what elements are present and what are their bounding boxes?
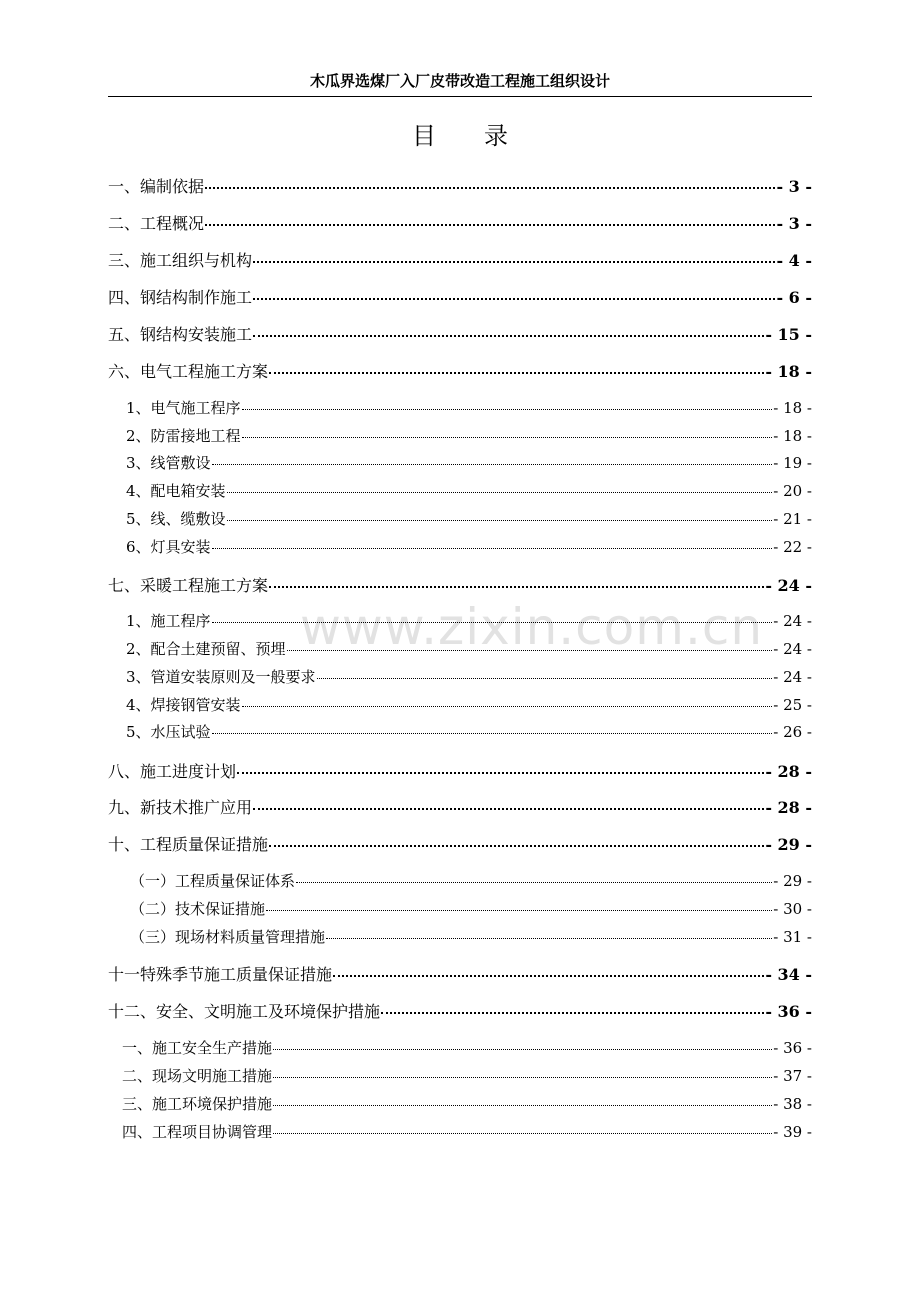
toc-leader — [269, 845, 764, 847]
toc-entry-label: 6、灯具安装 — [126, 538, 211, 556]
toc-leader — [333, 975, 764, 977]
toc-entry-label: 4、配电箱安装 — [126, 482, 226, 500]
toc-entry-label: 3、线管敷设 — [126, 454, 211, 472]
toc-entry-page: - 6 - — [776, 288, 812, 307]
toc-entry-label: （三）现场材料质量管理措施 — [130, 928, 326, 946]
toc-subentry[interactable] — [108, 666, 812, 688]
toc-entry[interactable] — [108, 322, 812, 346]
toc-subentry[interactable] — [108, 1065, 812, 1087]
toc-entry-page: - 28 - — [765, 798, 812, 817]
toc-entry-page: - 24 - — [773, 668, 812, 686]
toc-entry-label: 2、配合土建预留、预埋 — [126, 640, 286, 658]
toc-leader — [205, 187, 775, 189]
toc-entry-label: 4、焊接钢管安装 — [126, 696, 241, 714]
toc-subentry[interactable] — [108, 1037, 812, 1059]
toc-leader — [273, 1105, 772, 1106]
toc-leader — [242, 409, 773, 410]
toc-subentry[interactable] — [108, 508, 812, 530]
toc-entry[interactable] — [108, 759, 812, 783]
toc-entry[interactable] — [108, 999, 812, 1023]
toc-leader — [212, 622, 773, 623]
toc-subentry[interactable] — [108, 721, 812, 743]
toc-leader — [227, 520, 773, 521]
toc-entry-page: - 36 - — [773, 1039, 812, 1057]
toc-entry-label: 1、电气施工程序 — [126, 399, 241, 417]
toc-entry-page: - 31 - — [773, 928, 812, 946]
toc-entry-label: 十、工程质量保证措施 — [108, 835, 269, 854]
toc-leader — [269, 372, 764, 374]
toc-entry[interactable] — [108, 285, 812, 309]
toc-entry-label: 2、防雷接地工程 — [126, 427, 241, 445]
toc-entry-label: 九、新技术推广应用 — [108, 798, 253, 817]
toc-leader — [287, 650, 773, 651]
document-title: 木瓜界选煤厂入厂皮带改造工程施工组织设计 — [309, 72, 610, 90]
toc-entry-page: - 18 - — [773, 427, 812, 445]
toc-entry-label: 5、水压试验 — [126, 723, 211, 741]
toc-subentry[interactable] — [108, 452, 812, 474]
toc-entry-label: 八、施工进度计划 — [108, 762, 237, 781]
toc-subentry[interactable] — [108, 1121, 812, 1143]
toc-entry[interactable] — [108, 211, 812, 235]
toc-entry-page: - 28 - — [765, 762, 812, 781]
toc-entry-label: 十一特殊季节施工质量保证措施 — [108, 965, 333, 984]
toc-entry-page: - 37 - — [773, 1067, 812, 1085]
toc-entry-page: - 4 - — [776, 251, 812, 270]
toc-leader — [212, 733, 773, 734]
toc-leader — [237, 772, 764, 774]
toc-subentry[interactable] — [108, 694, 812, 716]
toc-leader — [253, 808, 764, 810]
toc-entry-page: - 3 - — [776, 177, 812, 196]
toc-subentry[interactable] — [108, 898, 812, 920]
toc-entry-page: - 25 - — [773, 696, 812, 714]
toc-entry-label: 一、编制依据 — [108, 177, 205, 196]
toc-entry-label: 七、采暖工程施工方案 — [108, 576, 269, 595]
toc-leader — [242, 706, 773, 707]
toc-subentry[interactable] — [108, 397, 812, 419]
toc-subentry[interactable] — [108, 610, 812, 632]
toc-leader — [381, 1012, 764, 1014]
toc-entry-label: （一）工程质量保证体系 — [130, 872, 296, 890]
toc-entry-page: - 3 - — [776, 214, 812, 233]
toc-entry-page: - 24 - — [773, 640, 812, 658]
toc-entry[interactable] — [108, 359, 812, 383]
toc-leader — [227, 492, 773, 493]
toc-leader — [273, 1133, 772, 1134]
toc-leader — [317, 678, 773, 679]
toc-entry-page: - 21 - — [773, 510, 812, 528]
toc-entry-label: 五、钢结构安装施工 — [108, 325, 253, 344]
toc-entry-page: - 24 - — [773, 612, 812, 630]
toc-entry-label: 三、施工环境保护措施 — [122, 1095, 273, 1113]
toc-leader — [212, 548, 773, 549]
toc-entry[interactable] — [108, 573, 812, 597]
toc-leader — [296, 882, 772, 883]
toc-entry-label: 二、现场文明施工措施 — [122, 1067, 273, 1085]
watermark: www.zixin.com.cn — [300, 598, 764, 656]
toc-entry-label: 六、电气工程施工方案 — [108, 362, 269, 381]
toc-subentry[interactable] — [108, 926, 812, 948]
toc-subentry[interactable] — [108, 536, 812, 558]
toc-leader — [326, 938, 772, 939]
toc-entry-page: - 34 - — [765, 965, 812, 984]
toc-entry-page: - 19 - — [773, 454, 812, 472]
toc-subentry[interactable] — [108, 480, 812, 502]
toc-entry[interactable] — [108, 832, 812, 856]
toc-entry-page: - 15 - — [765, 325, 812, 344]
toc-subentry[interactable] — [108, 1093, 812, 1115]
toc-leader — [242, 437, 773, 438]
toc-leader — [212, 464, 773, 465]
toc-entry-label: 十二、安全、文明施工及环境保护措施 — [108, 1002, 381, 1021]
toc-subentry[interactable] — [108, 870, 812, 892]
toc-entry-page: - 30 - — [773, 900, 812, 918]
toc-entry-page: - 18 - — [765, 362, 812, 381]
toc-leader — [269, 586, 764, 588]
toc-subentry[interactable] — [108, 425, 812, 447]
toc-subentry[interactable] — [108, 638, 812, 660]
toc-title: 目录 — [412, 122, 556, 150]
toc-entry-page: - 18 - — [773, 399, 812, 417]
toc-entry-label: 3、管道安装原则及一般要求 — [126, 668, 316, 686]
toc-entry-page: - 38 - — [773, 1095, 812, 1113]
toc-leader — [253, 298, 775, 300]
toc-entry-label: 二、工程概况 — [108, 214, 205, 233]
toc-entry-label: 5、线、缆敷设 — [126, 510, 226, 528]
toc-entry-label: （二）技术保证措施 — [130, 900, 266, 918]
toc-leader — [273, 1077, 772, 1078]
toc-leader — [205, 224, 775, 226]
toc-entry-page: - 26 - — [773, 723, 812, 741]
toc-entry[interactable] — [108, 248, 812, 272]
toc-entry-label: 四、钢结构制作施工 — [108, 288, 253, 307]
toc-leader — [253, 261, 775, 263]
toc-entry-page: - 36 - — [765, 1002, 812, 1021]
toc-leader — [266, 910, 772, 911]
toc-entry-label: 一、施工安全生产措施 — [122, 1039, 273, 1057]
toc-entry-label: 四、工程项目协调管理 — [122, 1123, 273, 1141]
toc-entry-label: 1、施工程序 — [126, 612, 211, 630]
toc-entry-label: 三、施工组织与机构 — [108, 251, 253, 270]
toc-entry[interactable] — [108, 795, 812, 819]
toc-leader — [253, 335, 764, 337]
page-header — [108, 70, 812, 97]
toc-entry[interactable] — [108, 962, 812, 986]
toc-entry-page: - 29 - — [773, 872, 812, 890]
toc-entry-page: - 22 - — [773, 538, 812, 556]
toc-entry[interactable] — [108, 174, 812, 198]
toc-entry-page: - 39 - — [773, 1123, 812, 1141]
toc-entry-page: - 24 - — [765, 576, 812, 595]
toc-entry-page: - 29 - — [765, 835, 812, 854]
toc-leader — [273, 1049, 772, 1050]
toc-entry-page: - 20 - — [773, 482, 812, 500]
